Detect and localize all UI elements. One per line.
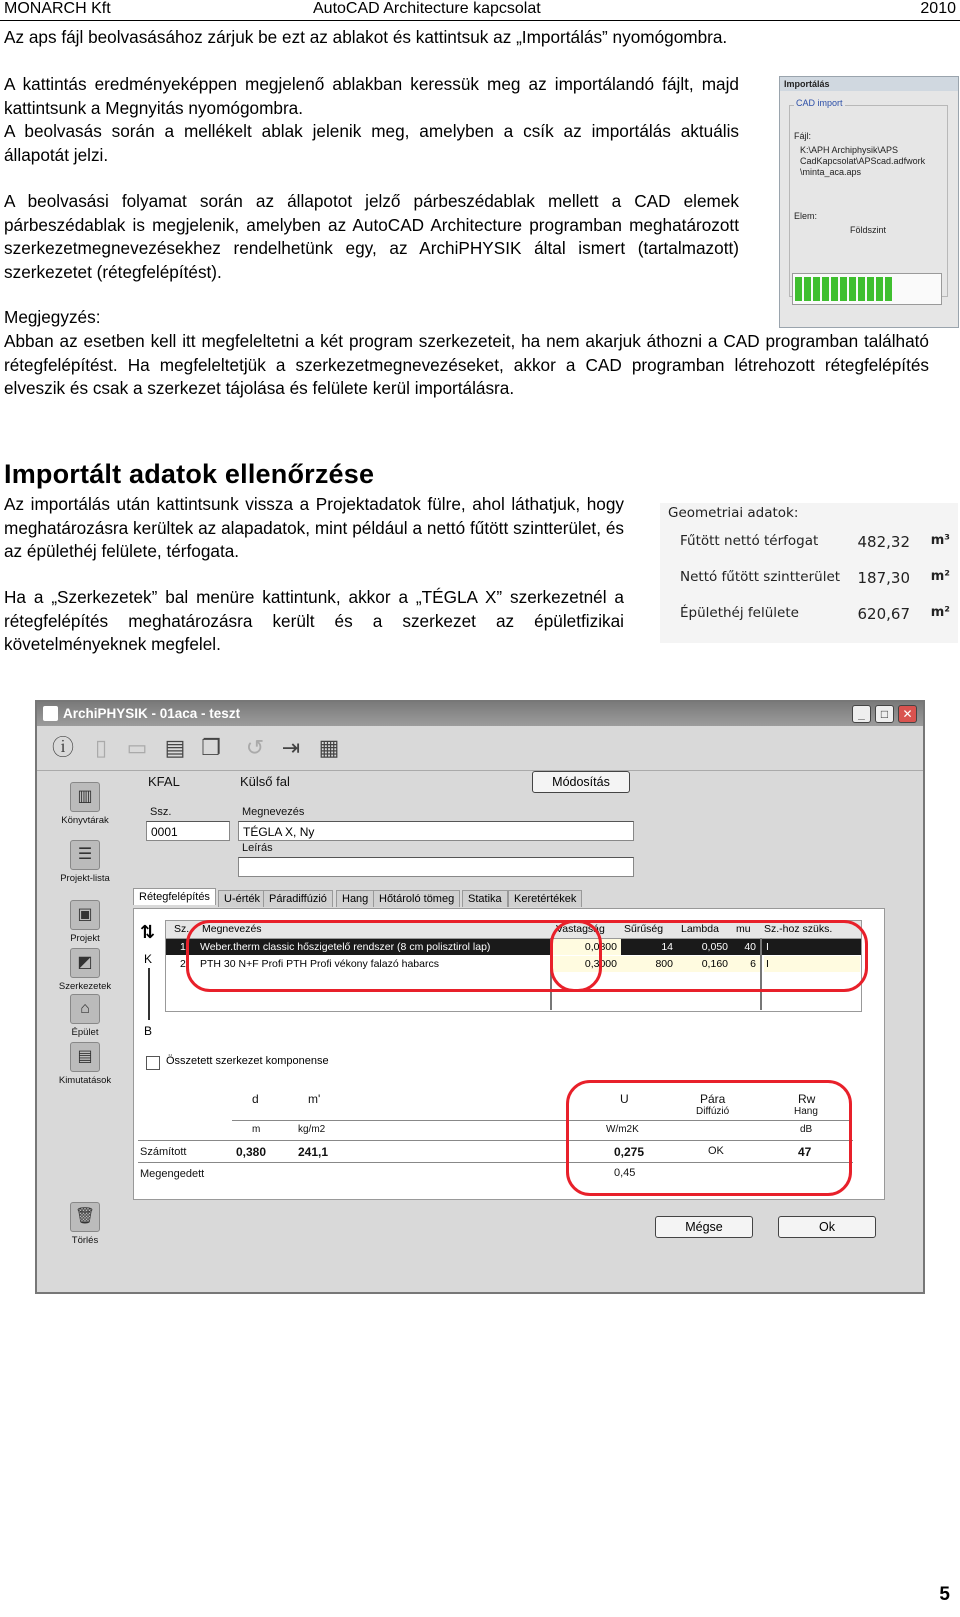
ok-button[interactable]: Ok [778, 1216, 876, 1238]
col-header-lambda: Lambda [681, 923, 719, 935]
progress-segment [876, 277, 883, 301]
paragraph-3: A beolvasás során a mellékelt ablak jelenik meg, amelyben a csík az importálás aktuális állapotát jelzi. [4, 121, 739, 165]
tab-vapour[interactable]: Páradiffúzió [263, 890, 333, 907]
cancel-button[interactable]: Mégse [655, 1216, 753, 1238]
header-right: 2010 [920, 0, 956, 17]
structure-icon: ◩ [70, 948, 100, 978]
page-header [0, 0, 960, 21]
tab-layers[interactable]: Rétegfelépítés [133, 888, 216, 905]
result-unit-rw: dB [800, 1124, 813, 1135]
result-subheader-diffusion: Diffúzió [696, 1106, 730, 1117]
trash-icon: 🗑 [70, 1202, 100, 1232]
calc-para-value: OK [708, 1145, 724, 1157]
list-icon: ☰ [70, 840, 100, 870]
side-k-label: K [144, 952, 153, 966]
result-unit-u: W/m2K [606, 1124, 639, 1135]
progress-segment [804, 277, 811, 301]
side-b-label: B [144, 1024, 153, 1038]
section-heading: Importált adatok ellenőrzése [4, 459, 375, 489]
paragraph-5: Az importálás után kattintsunk vissza a Projektadatok fülre, ahol láthatjuk, hogy meghatározásra kerültek az alapadatok, mint például a nettó fűtött szintterület, és az épülethéj felülete, térfogata. [4, 494, 624, 562]
maximize-icon[interactable]: □ [875, 705, 894, 723]
layer-table: Sz. Megnevezés Vastagság Sűrűség Lambda mu Sz.-hoz szüks. 1 Weber.therm classic hőszigetelő rendszer (8 cm polisztirol lap) 0,0800 14 0,050 40 I 2 PTH 30 N+F Profi PTH Profi vékony falazó habarcs 0,3000 800 0,160 6 I [165, 920, 862, 1012]
sidebar-item-reports[interactable]: ▤ Kimutatások [55, 1042, 115, 1086]
paragraph-1: Az aps fájl beolvasásához zárjuk be ezt az ablakot és kattintsuk az „Importálás” nyomógombra. [4, 27, 728, 47]
side-slider-track[interactable] [148, 968, 150, 1020]
name-field[interactable]: TÉGLA X, Ny [238, 821, 634, 841]
geometry-row: Fűtött nettó térfogat 482,32 m³ [680, 533, 950, 551]
sort-icon[interactable]: ⇅ [140, 922, 156, 942]
col-header-thickness: Vastagság [556, 923, 605, 935]
element-label: Elem: [794, 211, 818, 221]
app-logo-icon [43, 706, 58, 721]
sidebar-item-project-list[interactable]: ☰ Projekt-lista [55, 840, 115, 884]
progress-segment [822, 277, 829, 301]
undo-icon[interactable]: ↺ [245, 735, 265, 760]
note-label: Megjegyzés: [4, 307, 101, 327]
result-header-m: m' [308, 1092, 321, 1106]
header-center: AutoCAD Architecture kapcsolat [313, 0, 541, 17]
library-icon: ▥ [70, 782, 100, 812]
tab-limits[interactable]: Keretértékek [508, 890, 582, 907]
col-header-density: Sűrűség [624, 923, 664, 935]
result-header-para: Pára [700, 1092, 726, 1106]
desc-field[interactable] [238, 857, 634, 877]
result-unit-d: m [252, 1124, 261, 1135]
sidebar-item-libraries[interactable]: ▥ Könyvtárak [55, 782, 115, 826]
title-bar [37, 702, 923, 726]
col-header-mu: mu [736, 923, 751, 935]
tab-statics[interactable]: Statika [462, 890, 508, 907]
element-value: Földszint [850, 225, 887, 235]
result-unit-m: kg/m2 [298, 1124, 326, 1135]
note-text: Abban az esetben kell itt megfeleltetni a két program szerkezeteit, ha nem akarjuk áthozni a CAD programban található rétegfelépítést. Ha megfeleltetjük a szerkezetmegnevezéseket, akkor a CAD programban létrehozott rétegfelépítés elveszik és csak a szerkezet tájolása és felülete kerül importálásra. [4, 331, 929, 399]
import-dialog [779, 76, 959, 328]
result-header-u: U [620, 1092, 629, 1106]
progress-segment [849, 277, 856, 301]
project-icon: ▣ [70, 900, 100, 930]
ssz-label: Ssz. [150, 806, 172, 818]
calc-rw-value: 47 [798, 1145, 812, 1159]
geometry-row: Nettó fűtött szintterület 187,30 m² [680, 569, 950, 587]
sidebar-item-delete[interactable]: 🗑 Törlés [55, 1202, 115, 1246]
header-left: MONARCH Kft [4, 0, 111, 17]
result-header-rw: Rw [798, 1092, 816, 1106]
sidebar-item-structures[interactable]: ◩ Szerkezetek [55, 948, 115, 992]
sidebar-item-building[interactable]: ⌂ Épület [55, 994, 115, 1038]
allowed-label: Megengedett [140, 1168, 205, 1180]
calc-u-value: 0,275 [614, 1145, 645, 1159]
progress-segment [867, 277, 874, 301]
calc-d-value: 0,380 [236, 1145, 267, 1159]
import-group-box [789, 105, 948, 297]
copy-icon[interactable]: ❐ [201, 735, 221, 760]
composite-checkbox[interactable] [146, 1056, 160, 1070]
close-icon[interactable]: ✕ [898, 705, 917, 723]
name-label: Megnevezés [242, 806, 305, 818]
window-title: ArchiPHYSIK - 01aca - teszt [63, 706, 241, 721]
paragraph-4: A beolvasási folyamat során az állapotot jelző párbeszédablak mellett a CAD elemek párbeszédablak is megjelenik, amelyben az AutoCAD Architecture programban meghatározott szerkezetmegnevezésekhez rendelhetünk egy, az ArchiPHYSIK által ismert (tartalmazott) szerkezetet (rétegfelépítést). [4, 191, 739, 282]
progress-segment [813, 277, 820, 301]
highlight-oval-properties [550, 920, 868, 992]
col-header-required: Sz.-hoz szüks. [764, 923, 833, 935]
structure-type: Külső fal [240, 774, 290, 789]
import-group-label: CAD import [796, 98, 843, 108]
progress-segment [831, 277, 838, 301]
calc-label: Számított [140, 1146, 187, 1158]
page-number: 5 [939, 1584, 950, 1605]
report-icon[interactable]: ▦ [318, 735, 340, 760]
result-subheader-sound: Hang [794, 1106, 818, 1117]
import-dialog-title: Importálás [780, 77, 958, 91]
export-icon[interactable]: ⇥ [281, 735, 301, 760]
tab-u-value[interactable]: U-érték [218, 890, 266, 907]
tab-thermal-mass[interactable]: Hőtároló tömeg [373, 890, 460, 907]
highlight-oval-layers [186, 920, 602, 992]
ssz-field[interactable]: 0001 [146, 821, 230, 841]
result-header-d: d [252, 1092, 259, 1106]
building-icon: ⌂ [70, 994, 100, 1024]
open-folder-icon[interactable]: ▭ [126, 735, 148, 760]
progress-segment [858, 277, 865, 301]
file-label: Fájl: [794, 131, 812, 141]
highlight-oval-results [566, 1080, 852, 1196]
modify-button[interactable]: Módosítás [532, 771, 630, 793]
progress-segment [885, 277, 892, 301]
import-progress-bar [792, 273, 942, 305]
info-icon[interactable]: ⓘ [51, 735, 74, 760]
col-header-name: Megnevezés [202, 923, 262, 935]
geometry-row: Épülethéj felülete 620,67 m² [680, 605, 950, 623]
print-icon[interactable]: ▤ [164, 735, 186, 760]
composite-label: Összetett szerkezet komponense [166, 1055, 329, 1067]
structure-code: KFAL [148, 774, 180, 789]
import-progress-fill [793, 274, 892, 284]
geometry-panel [660, 503, 958, 643]
minimize-icon[interactable]: _ [852, 705, 871, 723]
paragraph-2: A kattintás eredményeképpen megjelenő ablakban keressük meg az importálandó fájlt, majd kattintsunk a Megnyitás nyomógombra. [4, 74, 739, 118]
progress-segment [840, 277, 847, 301]
col-header-no: Sz. [174, 923, 190, 935]
paragraph-6: Ha a „Szerkezetek” bal menüre kattintunk, akkor a „TÉGLA X” szerkezetnél a rétegfelépítés meghatározásra került és a szerkezet az épületfizikai követelményeknek megfelel. [4, 587, 624, 655]
new-file-icon[interactable]: ▯ [94, 735, 108, 760]
geometry-title: Geometriai adatok: [668, 505, 799, 521]
sidebar-item-project[interactable]: ▣ Projekt [55, 900, 115, 944]
calc-m-value: 241,1 [298, 1145, 329, 1159]
report-list-icon: ▤ [70, 1042, 100, 1072]
tab-sound[interactable]: Hang [336, 890, 374, 907]
desc-label: Leírás [242, 842, 273, 854]
progress-segment [795, 277, 802, 301]
toolbar-divider [37, 770, 923, 771]
file-path: K:\APH Archiphysik\APS CadKapcsolat\APScad.adfwork \minta_aca.aps [800, 145, 926, 177]
allowed-u-value: 0,45 [614, 1167, 636, 1179]
